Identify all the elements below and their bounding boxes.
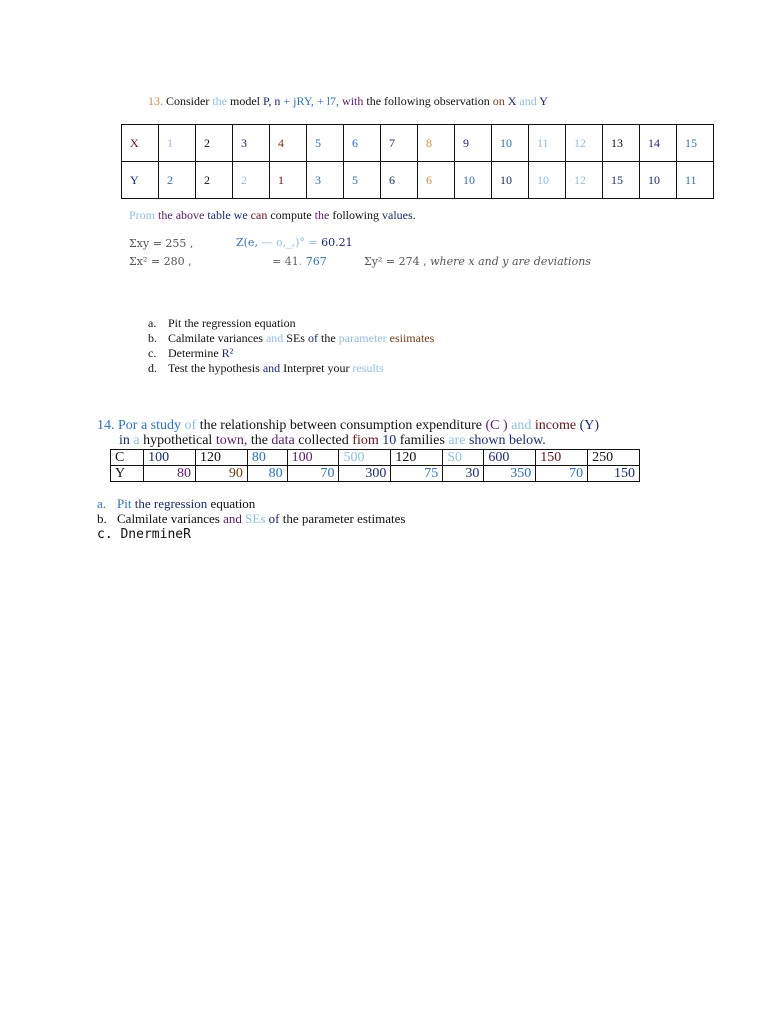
table-cell: 120 bbox=[391, 450, 443, 466]
q13-word: the bbox=[212, 94, 228, 108]
table-cell: 1 bbox=[159, 125, 196, 162]
q14-word: (C ) bbox=[485, 418, 508, 433]
q13-residual-eq: = bbox=[308, 236, 318, 249]
list-item-word: the parameter estimates bbox=[282, 511, 406, 526]
q14-word: families bbox=[399, 433, 445, 448]
q13-compute-word: we bbox=[233, 208, 248, 222]
q13-word: Y bbox=[539, 94, 548, 108]
table-cell: 600 bbox=[484, 450, 536, 466]
q14-word: between consumption expenditure bbox=[289, 418, 482, 433]
list-item-word: of bbox=[268, 511, 280, 526]
table-cell: 10 bbox=[455, 162, 492, 199]
table-cell: 15 bbox=[677, 125, 714, 162]
table-cell: 10 bbox=[640, 162, 677, 199]
list-item-label: b. bbox=[97, 511, 107, 526]
list-item-word: and bbox=[265, 331, 284, 345]
table-cell: 150 bbox=[588, 466, 640, 482]
table-cell: 6 bbox=[381, 162, 418, 199]
q13-deviation-note: where x and y are deviations bbox=[430, 255, 591, 268]
q14-word: (Y) bbox=[579, 418, 599, 433]
table-cell: 7 bbox=[381, 125, 418, 162]
q13-compute-word: compute bbox=[270, 208, 312, 222]
table-cell: 13 bbox=[603, 125, 640, 162]
q14-word: fiom bbox=[352, 433, 379, 448]
q14-word: hypothetical bbox=[143, 433, 213, 448]
table-cell: 12 bbox=[566, 162, 603, 199]
q14-intro-line2 bbox=[119, 433, 546, 449]
table-cell: 9 bbox=[455, 125, 492, 162]
q13-eq41-dot: . bbox=[298, 255, 303, 268]
list-item-word: Interpret bbox=[283, 361, 325, 375]
table-cell: 14 bbox=[640, 125, 677, 162]
q13-sum-y2-value: Σy² = 274 , bbox=[364, 255, 427, 268]
list-item-word: Calmilate variances bbox=[168, 331, 263, 345]
q13-compute-word: the bbox=[158, 208, 173, 222]
q13-statement bbox=[148, 94, 548, 109]
q13-observation-table bbox=[121, 124, 714, 199]
q14-data-table bbox=[110, 449, 640, 482]
list-item-word: esiimates bbox=[389, 331, 435, 345]
q13-compute-word: can bbox=[250, 208, 268, 222]
list-item-word: parameter bbox=[338, 331, 387, 345]
q13-word: + l7, bbox=[316, 94, 340, 108]
q13-word: with bbox=[342, 94, 364, 108]
list-item-word: Calmilate variances bbox=[117, 511, 220, 526]
table-cell: 120 bbox=[195, 450, 247, 466]
q13-word: + bbox=[283, 94, 291, 108]
q14-word: are bbox=[448, 433, 466, 448]
q14-item-c: c. DnermineR bbox=[97, 527, 191, 542]
q14-word: the relationship bbox=[199, 418, 287, 433]
table-cell: 1 bbox=[270, 162, 307, 199]
table-cell: 500 bbox=[339, 450, 391, 466]
q14-word: Por bbox=[118, 418, 138, 433]
list-item-text bbox=[117, 496, 255, 511]
table-cell: 100 bbox=[144, 450, 196, 466]
q14-word: study bbox=[150, 418, 182, 433]
q14-word: 10 bbox=[382, 433, 397, 448]
q13-residual-value: 60.21 bbox=[321, 236, 353, 249]
table-cell: 300 bbox=[339, 466, 391, 482]
table-cell: 15 bbox=[603, 162, 640, 199]
list-item bbox=[148, 346, 434, 361]
table-cell: 30 bbox=[443, 466, 484, 482]
list-item-label: c. bbox=[148, 346, 157, 360]
q14-intro-line1 bbox=[97, 418, 599, 434]
table-cell: 2 bbox=[196, 125, 233, 162]
table-cell: 3 bbox=[307, 162, 344, 199]
q13-sum-xy: Σxy = 255 , bbox=[129, 237, 194, 250]
q13-word: model bbox=[230, 94, 261, 108]
table-cell: 2 bbox=[233, 162, 270, 199]
q14-task-list bbox=[97, 496, 405, 526]
list-item-word: results bbox=[352, 361, 384, 375]
list-item-word: the bbox=[320, 331, 336, 345]
q14-word: 14. bbox=[97, 418, 115, 433]
q14-word: in bbox=[119, 433, 130, 448]
table-cell: 80 bbox=[247, 466, 287, 482]
q13-word: P, bbox=[263, 94, 272, 108]
q13-word: and bbox=[519, 94, 537, 108]
q13-residual-sum bbox=[236, 236, 353, 249]
table-cell: 70 bbox=[287, 466, 339, 482]
q13-compute-word: values. bbox=[382, 208, 416, 222]
q13-compute-word: following bbox=[332, 208, 379, 222]
table-cell: 150 bbox=[536, 450, 588, 466]
table-cell: 100 bbox=[287, 450, 339, 466]
q13-word: jRY, bbox=[293, 94, 314, 108]
q14-word: and bbox=[511, 418, 532, 433]
q13-word: Consider bbox=[166, 94, 210, 108]
q13-word: X bbox=[507, 94, 517, 108]
list-item-word: R² bbox=[221, 346, 234, 360]
table-cell: Y bbox=[122, 162, 159, 199]
table-cell: 6 bbox=[418, 162, 455, 199]
list-item bbox=[148, 316, 434, 331]
table-cell: 8 bbox=[418, 125, 455, 162]
list-item-word: Determine bbox=[168, 346, 219, 360]
table-row bbox=[122, 162, 714, 199]
q13-eq41-a: = 41 bbox=[272, 255, 299, 268]
q13-eq41-c: 767 bbox=[305, 255, 327, 268]
table-cell: 5 bbox=[307, 125, 344, 162]
list-item-word: and bbox=[223, 511, 242, 526]
table-row bbox=[122, 125, 714, 162]
table-cell: 90 bbox=[195, 466, 247, 482]
list-item bbox=[148, 361, 434, 376]
list-item-word: Test the hypothesis bbox=[168, 361, 260, 375]
q14-word: income bbox=[534, 418, 577, 433]
q13-compute-word: the bbox=[314, 208, 330, 222]
list-item-label: d. bbox=[148, 361, 157, 375]
q14-word: shown below. bbox=[468, 433, 546, 448]
table-cell: 80 bbox=[247, 450, 287, 466]
table-cell: 11 bbox=[677, 162, 714, 199]
table-cell: 2 bbox=[159, 162, 196, 199]
table-cell: 250 bbox=[588, 450, 640, 466]
table-cell: Y bbox=[111, 466, 144, 482]
list-item-word: and bbox=[262, 361, 281, 375]
table-cell: 3 bbox=[233, 125, 270, 162]
q13-sum-x2: Σx² = 280 , bbox=[129, 255, 192, 268]
table-cell: 2 bbox=[196, 162, 233, 199]
table-row bbox=[111, 466, 640, 482]
q14-word: data bbox=[271, 433, 295, 448]
list-item-label: b. bbox=[148, 331, 157, 345]
list-item-word: Pit bbox=[117, 496, 132, 511]
table-cell: 11 bbox=[529, 125, 566, 162]
q13-word: n bbox=[274, 94, 281, 108]
table-cell: 6 bbox=[344, 125, 381, 162]
list-item-label: a. bbox=[97, 496, 107, 511]
table-cell: 75 bbox=[391, 466, 443, 482]
q13-sum-y2 bbox=[364, 255, 591, 268]
table-cell: 10 bbox=[492, 125, 529, 162]
list-item-label: a. bbox=[148, 316, 157, 330]
table-cell: 10 bbox=[529, 162, 566, 199]
table-cell: X bbox=[122, 125, 159, 162]
q13-statement-words bbox=[166, 94, 548, 108]
list-item-text bbox=[117, 511, 405, 526]
list-item bbox=[97, 496, 405, 511]
list-item-word: of bbox=[307, 331, 318, 345]
list-item-text bbox=[168, 316, 296, 330]
table-cell: 12 bbox=[566, 125, 603, 162]
table-row bbox=[111, 450, 640, 466]
q13-word: on bbox=[492, 94, 505, 108]
table-cell: 5 bbox=[344, 162, 381, 199]
q13-task-list bbox=[148, 316, 434, 376]
q13-word: the following bbox=[366, 94, 431, 108]
q14-word: collected bbox=[298, 433, 349, 448]
q14-word: a bbox=[140, 418, 148, 433]
list-item-word: the bbox=[134, 496, 151, 511]
list-item-text bbox=[168, 346, 233, 360]
list-item-text bbox=[168, 361, 384, 375]
q13-compute-word: Prom bbox=[129, 208, 156, 222]
q13-word: observation bbox=[433, 94, 490, 108]
table-cell: 10 bbox=[492, 162, 529, 199]
q13-compute-text bbox=[129, 208, 416, 223]
q13-equals-41 bbox=[272, 255, 327, 268]
q13-compute-word: above bbox=[175, 208, 205, 222]
q14-word: town, bbox=[215, 433, 248, 448]
q13-residual-b: — o,_,)° bbox=[261, 236, 305, 249]
table-cell: 4 bbox=[270, 125, 307, 162]
q13-compute-word: table bbox=[207, 208, 231, 222]
table-cell: C bbox=[111, 450, 144, 466]
list-item-word: equation bbox=[210, 496, 256, 511]
q13-number: 13. bbox=[148, 94, 163, 108]
list-item bbox=[148, 331, 434, 346]
list-item-text bbox=[168, 331, 434, 345]
table-cell: 350 bbox=[484, 466, 536, 482]
q14-word: the bbox=[250, 433, 268, 448]
list-item-word: SEs bbox=[245, 511, 266, 526]
list-item-word: regression bbox=[153, 496, 208, 511]
table-cell: 70 bbox=[536, 466, 588, 482]
table-cell: 80 bbox=[144, 466, 196, 482]
list-item bbox=[97, 511, 405, 526]
q13-residual-a: Z(e, bbox=[236, 236, 258, 249]
table-cell: S0 bbox=[443, 450, 484, 466]
q14-word: a bbox=[133, 433, 140, 448]
q14-word: of bbox=[184, 418, 197, 433]
list-item-word: Pit the regression equation bbox=[168, 316, 296, 330]
list-item-word: SEs bbox=[286, 331, 305, 345]
list-item-word: your bbox=[327, 361, 350, 375]
